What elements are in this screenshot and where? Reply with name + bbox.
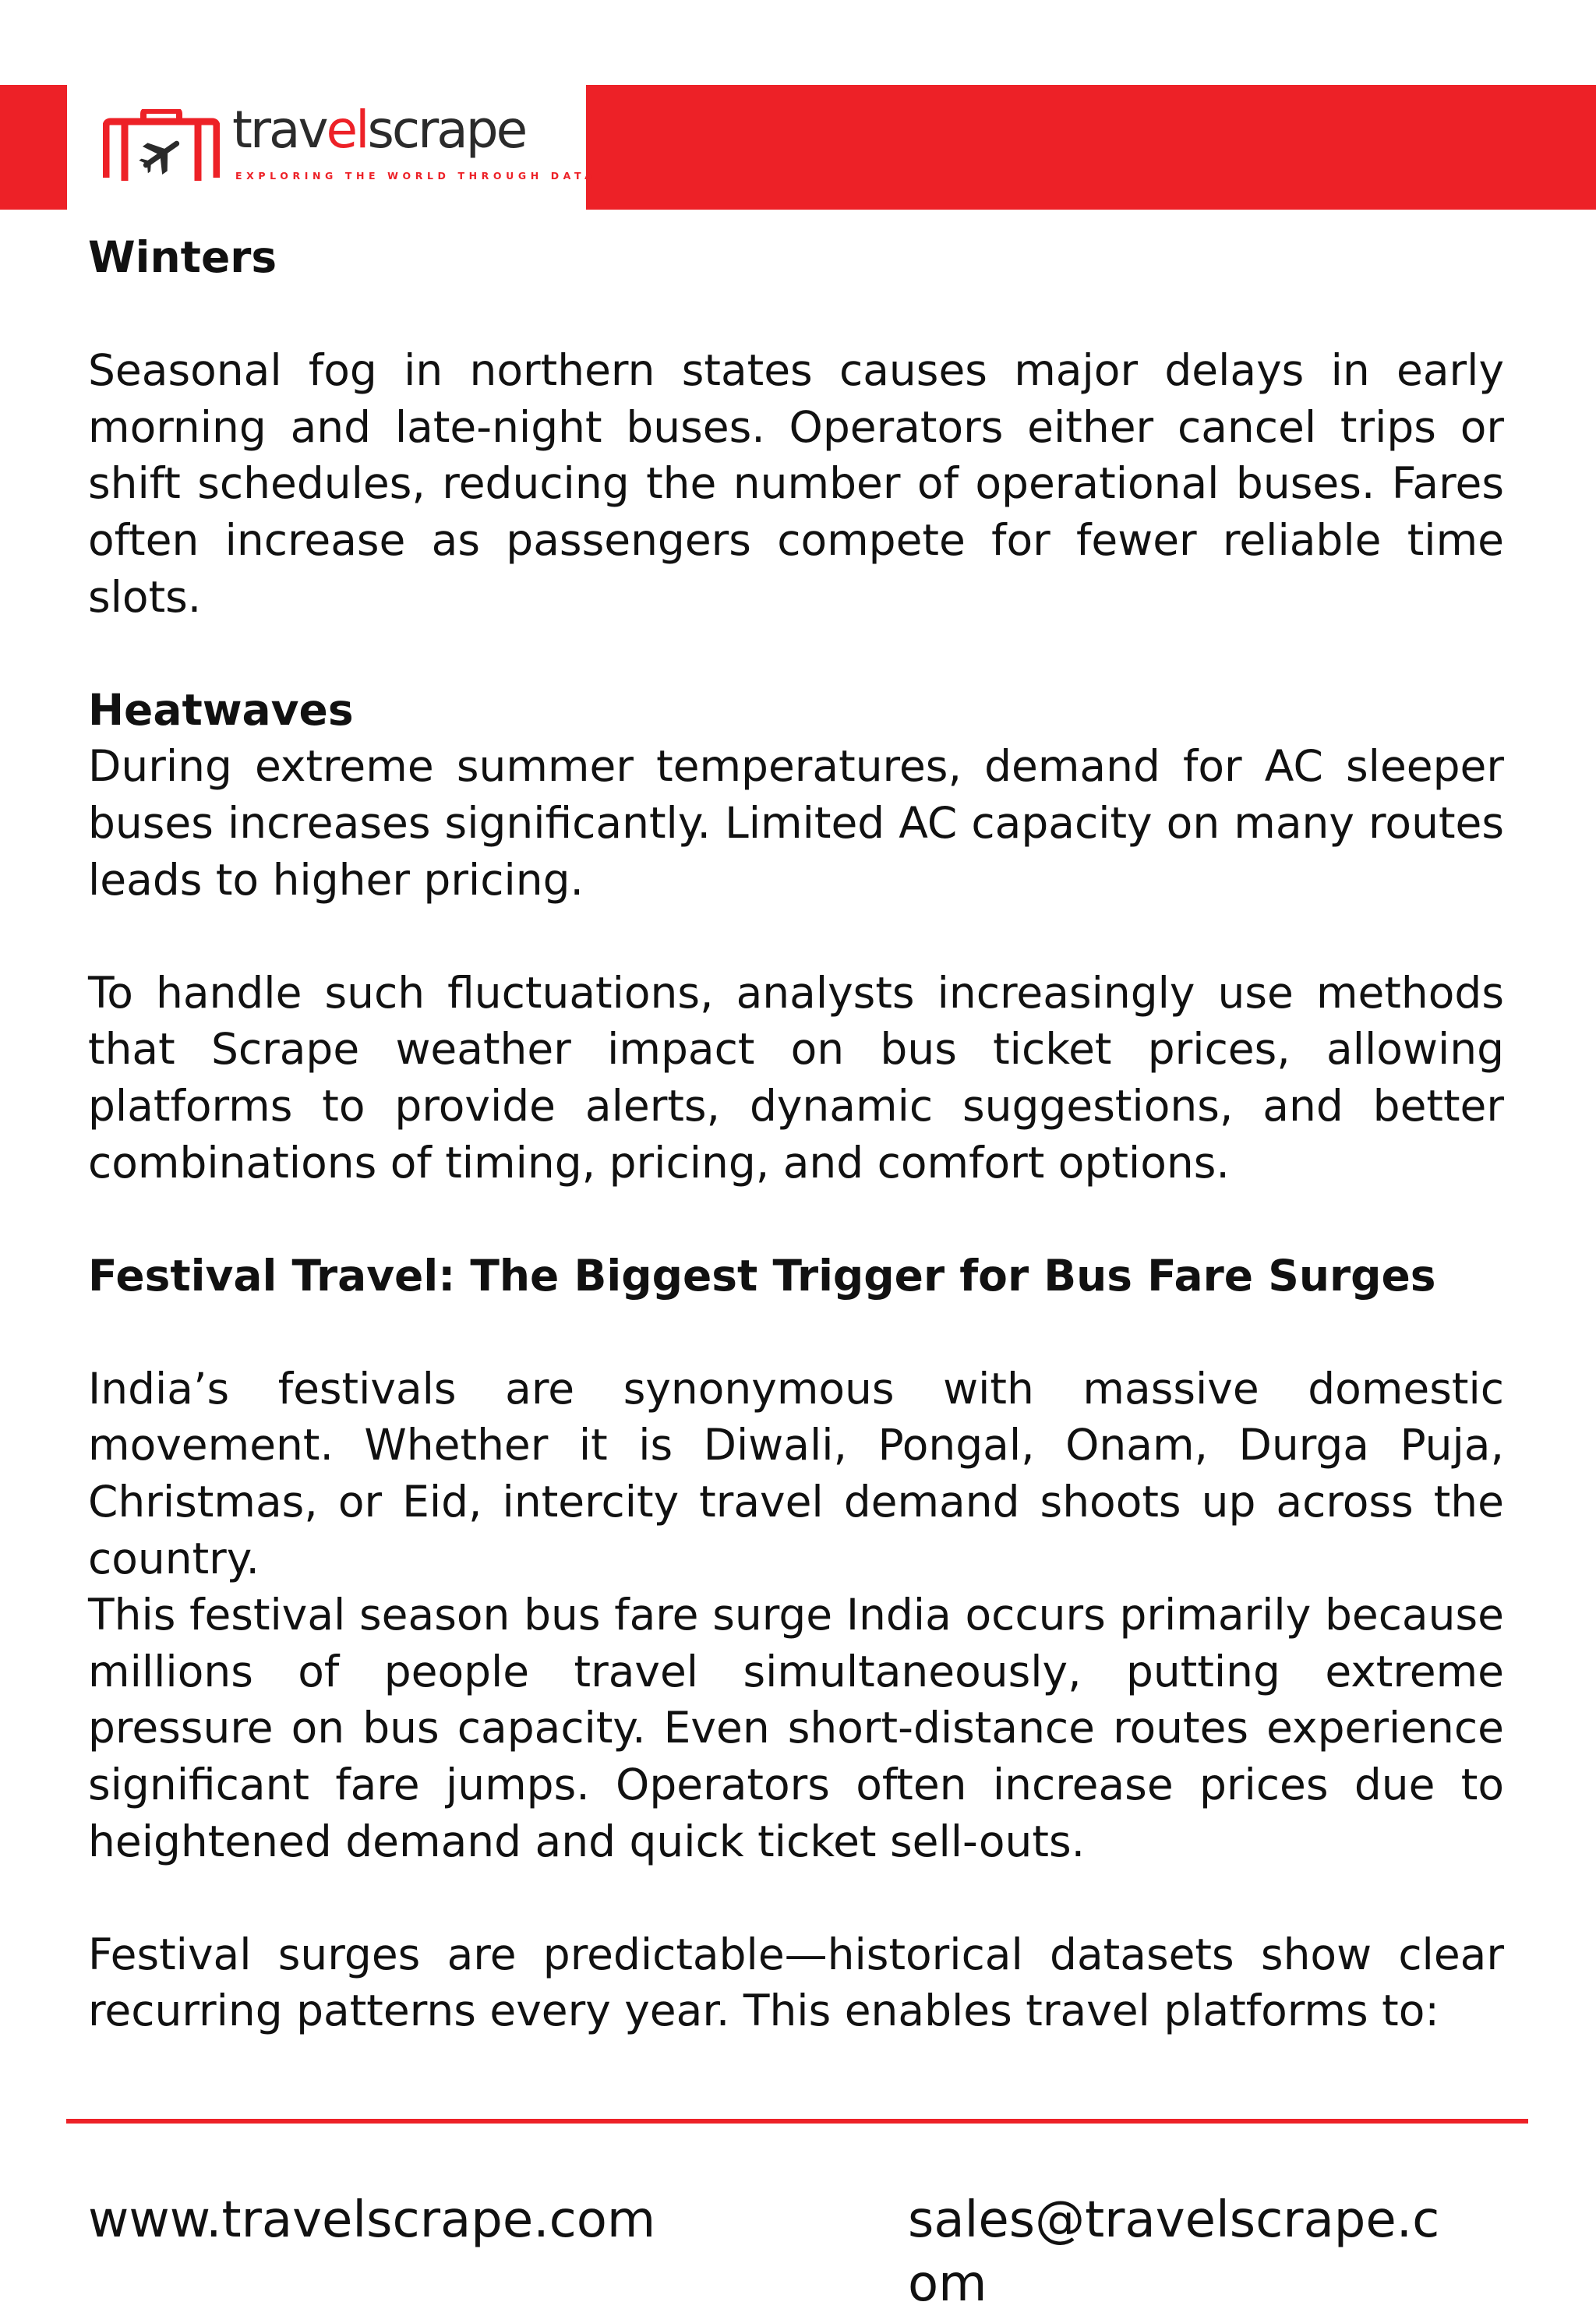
header-band-right bbox=[586, 85, 1596, 210]
section-heading-heatwaves: Heatwaves bbox=[88, 684, 354, 735]
paragraph-gap bbox=[88, 625, 1504, 682]
document-body bbox=[88, 229, 1504, 2039]
brand-wordmark bbox=[232, 100, 526, 160]
section-heading-festival: Festival Travel: The Biggest Trigger for Bus Fare Surges bbox=[88, 1250, 1436, 1301]
paragraph-heatwaves: During extreme summer temperatures, demand for AC sleeper buses increases significantly. Limited AC capacity on many routes leads to higher pricing. bbox=[88, 741, 1504, 905]
paragraph-gap bbox=[88, 1191, 1504, 1248]
footer-email-link[interactable]: sales@travelscrape.com bbox=[908, 2191, 1440, 2313]
suitcase-plane-icon bbox=[103, 109, 220, 187]
paragraph-winters: Seasonal fog in northern states causes major delays in early morning and late-night buses. Operators either cancel trips or shift schedules, reducing the number of operational buses. Fares often increase as passengers compete for fewer reliable time slots. bbox=[88, 345, 1504, 622]
brand-tagline: EXPLORING THE WORLD THROUGH DATA bbox=[235, 170, 597, 182]
footer-website-link[interactable]: www.travelscrape.com bbox=[88, 2191, 656, 2249]
paragraph-gap bbox=[88, 286, 1504, 343]
paragraph-fluctuations: To handle such fluctuations, analysts increasingly use methods that Scrape weather impact on bus ticket prices, allowing platforms to provide alerts, dynamic suggestions, and better combinations of timing, pricing, and comfort options. bbox=[88, 967, 1504, 1188]
brand-logo bbox=[103, 100, 597, 187]
paragraph-festival-3: Festival surges are predictable—historical datasets show clear recurring patterns every year. This enables travel platforms to: bbox=[88, 1929, 1504, 2036]
paragraph-festival-2: This festival season bus fare surge India occurs primarily because millions of people travel simultaneously, putting extreme pressure on bus capacity. Even short-distance routes experience significant fare jumps. Operators often increase prices due to heightened demand and quick ticket sell-outs. bbox=[88, 1590, 1504, 1866]
paragraph-gap bbox=[88, 1304, 1504, 1361]
brand-word-end: scrape bbox=[367, 100, 526, 160]
brand-word-main: trav bbox=[232, 100, 327, 160]
footer-divider bbox=[66, 2119, 1528, 2124]
paragraph-gap bbox=[88, 908, 1504, 965]
section-heading-winters: Winters bbox=[88, 232, 277, 282]
paragraph-gap bbox=[88, 1869, 1504, 1926]
brand-word-accent: el bbox=[326, 100, 368, 160]
header-band-left bbox=[0, 85, 67, 210]
paragraph-festival-1: India’s festivals are synonymous with massive domestic movement. Whether it is Diwali, Pongal, Onam, Durga Puja, Christmas, or Eid, intercity travel demand shoots up across the country. bbox=[88, 1363, 1504, 1583]
